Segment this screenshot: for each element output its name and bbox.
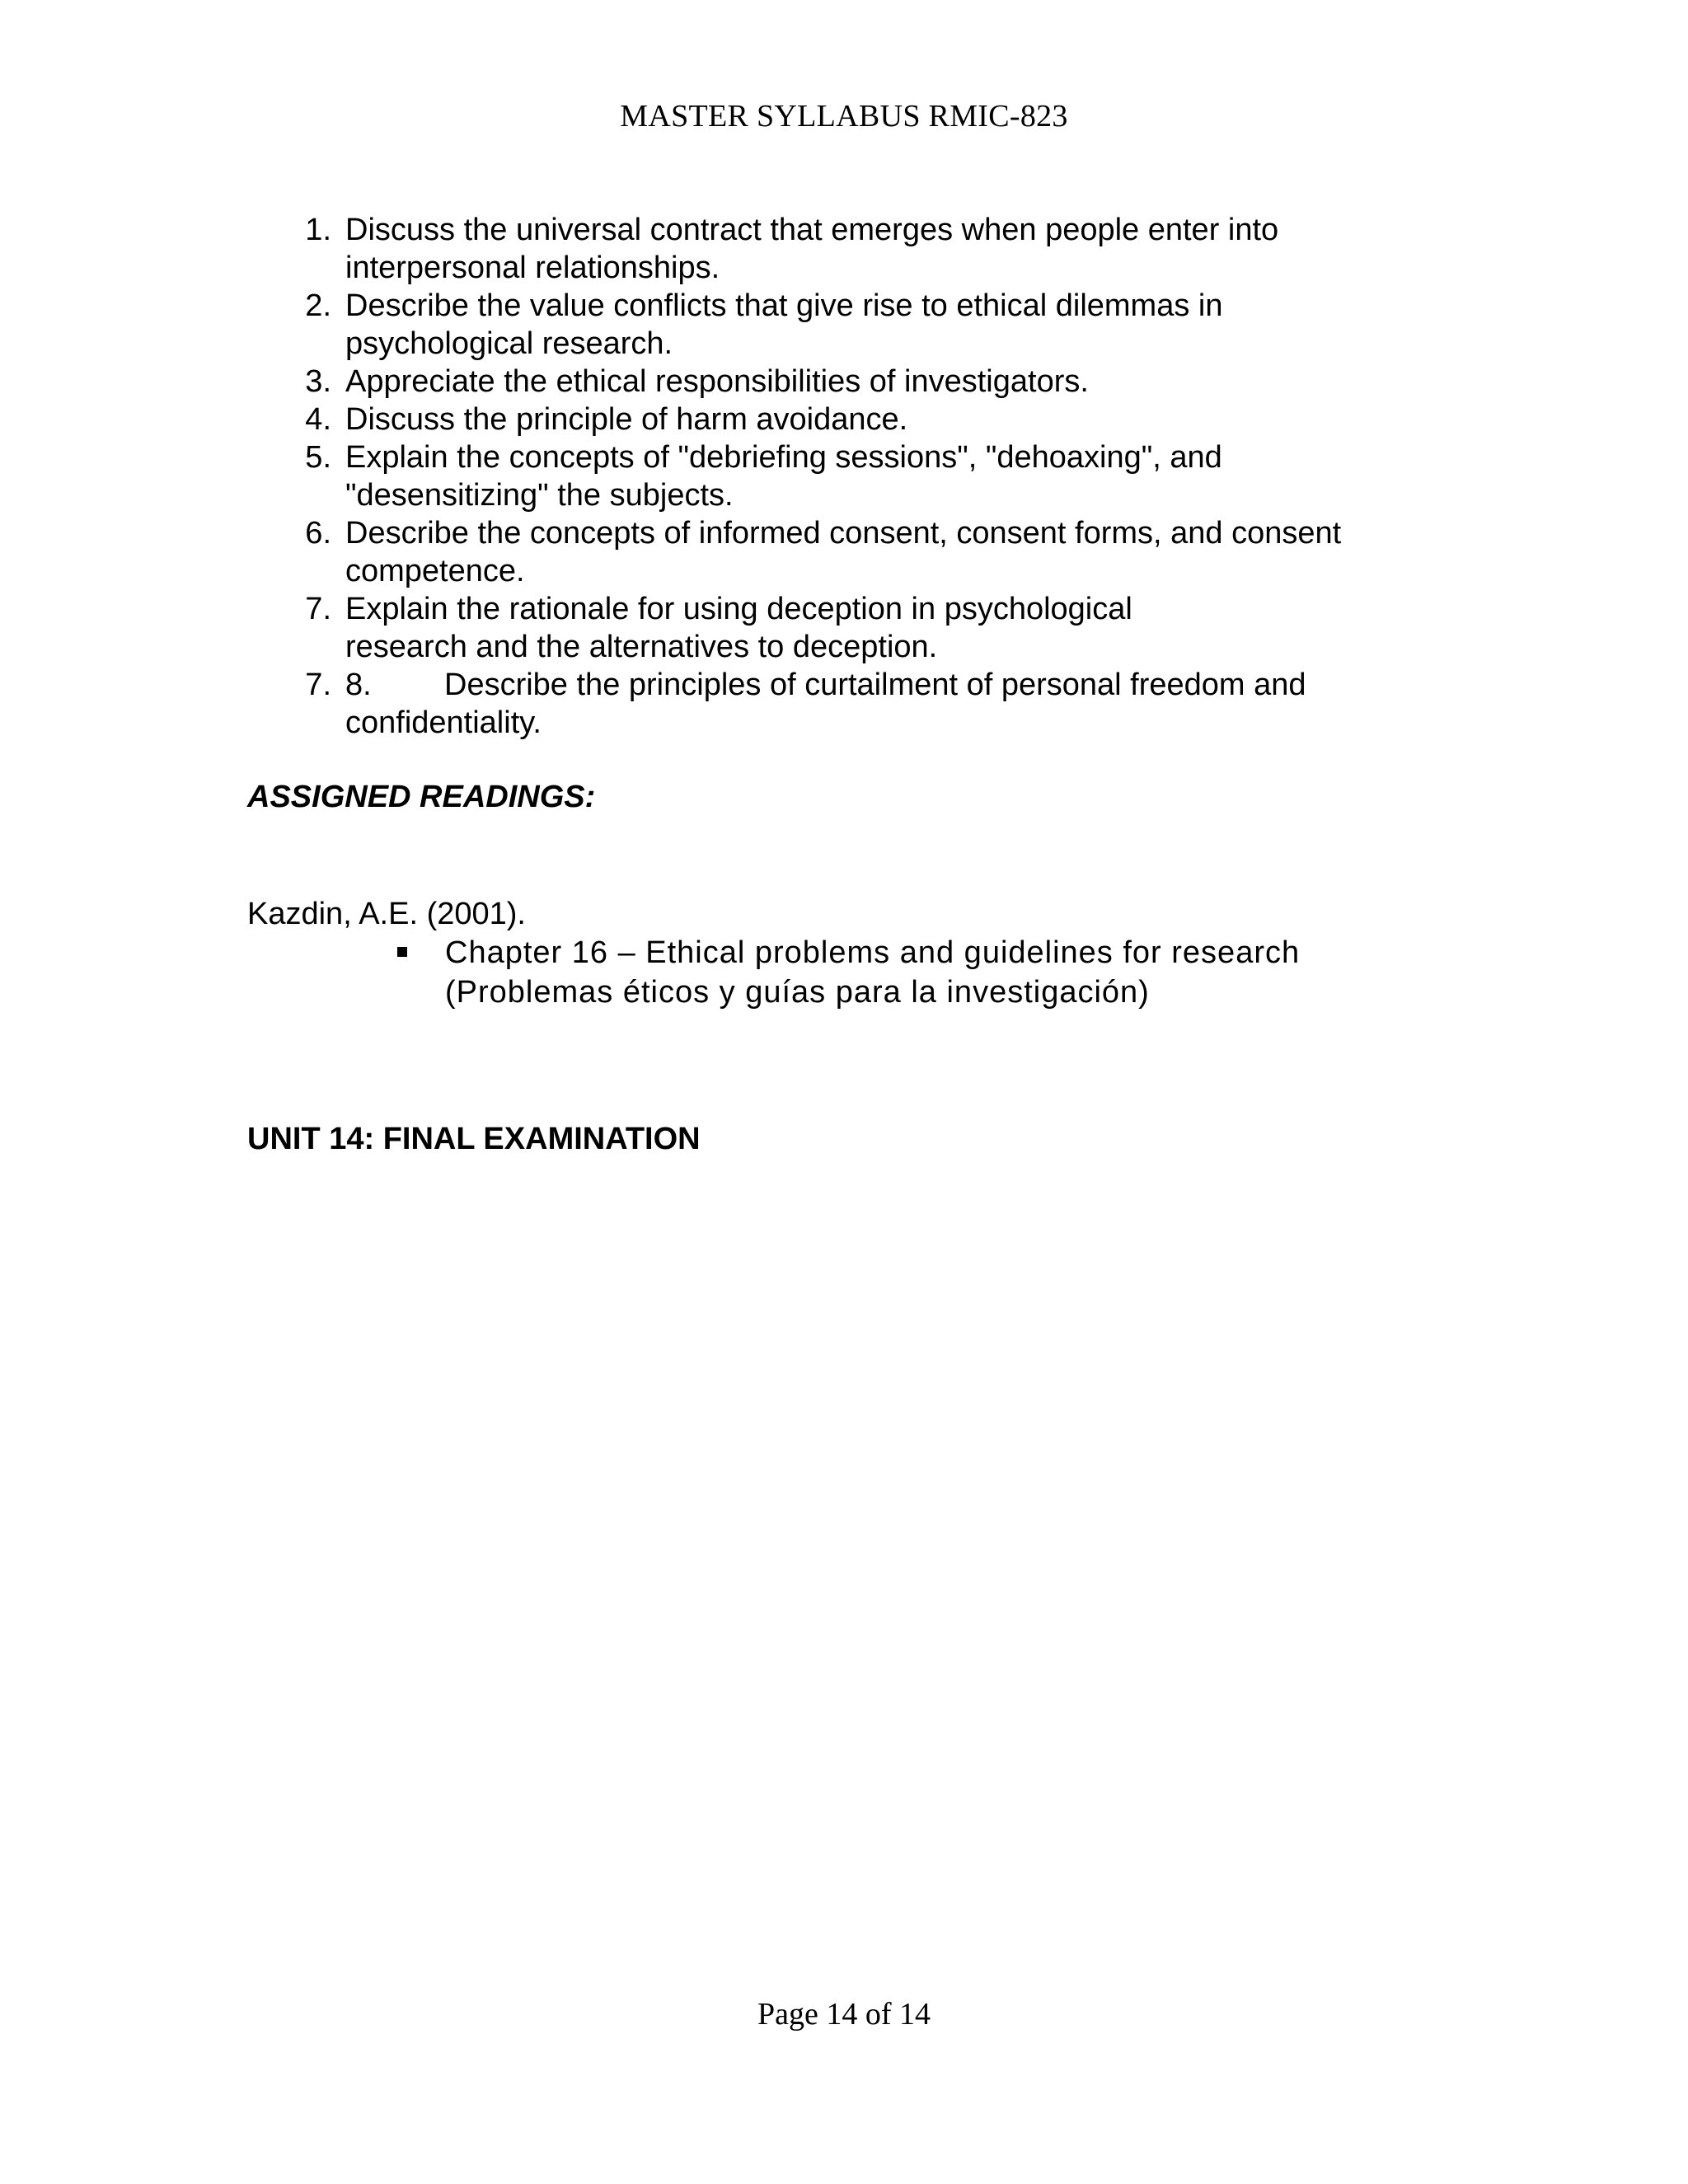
objective-item xyxy=(292,666,1429,742)
objective-number: 5 . xyxy=(292,438,331,476)
objective-number: 6 . xyxy=(292,514,331,552)
objective-number: 3 . xyxy=(292,363,331,401)
objective-number: 7 . xyxy=(292,590,331,628)
objective-text-continued: "desensitizing" the subjects. xyxy=(345,478,734,513)
objective-text-continued: research and the alternatives to deception. xyxy=(345,630,938,664)
objective-text-continued: psychological research. xyxy=(345,326,673,361)
objective-item xyxy=(292,514,1429,590)
page-header: MASTER SYLLABUS RMIC-823 xyxy=(620,99,1068,134)
objective-text: Describe the concepts of informed consent, consent forms, and consent xyxy=(345,516,1342,551)
objective-text-continued: confidentiality. xyxy=(345,705,542,740)
objective-text-continued: interpersonal relationships. xyxy=(345,251,720,285)
objective-sub-number: 8. xyxy=(345,668,372,702)
unit-14-heading: UNIT 14: FINAL EXAMINATION xyxy=(247,1122,701,1156)
objective-item xyxy=(292,363,1429,401)
objective-text: Appreciate the ethical responsibilities of investigators. xyxy=(345,364,1089,399)
objective-text: Explain the concepts of "debriefing sessions", "dehoaxing", and xyxy=(345,440,1222,475)
objective-text-continued: competence. xyxy=(345,554,525,588)
square-bullet-icon xyxy=(397,947,407,957)
objective-text: Describe the value conflicts that give rise to ethical dilemmas in xyxy=(345,288,1223,323)
objectives-list xyxy=(292,211,1429,742)
objective-text: Discuss the principle of harm avoidance. xyxy=(345,402,908,437)
objective-text: Describe the principles of curtailment of personal freedom and xyxy=(444,668,1306,702)
objective-item xyxy=(292,287,1429,363)
assigned-readings-heading: ASSIGNED READINGS: xyxy=(247,780,596,814)
reading-item-translation: (Problemas éticos y guías para la investigación) xyxy=(445,975,1150,1010)
objective-number: 2 . xyxy=(292,287,331,325)
objective-item xyxy=(292,590,1429,666)
reading-list-item xyxy=(394,933,1517,1012)
page-number: Page 14 of 14 xyxy=(757,1997,931,2032)
objective-item xyxy=(292,438,1429,514)
reading-item-title: Chapter 16 – Ethical problems and guidelines for research xyxy=(445,935,1301,970)
objective-number: 4 . xyxy=(292,401,331,438)
objective-text: Explain the rationale for using deception in psychological xyxy=(345,592,1132,626)
objective-number: 7 . xyxy=(292,666,331,704)
objective-text: Discuss the universal contract that emerges when people enter into xyxy=(345,213,1279,247)
objective-number: 1 . xyxy=(292,211,331,249)
objective-item xyxy=(292,401,1429,438)
reading-citation: Kazdin, A.E. (2001). xyxy=(247,897,526,931)
objective-item xyxy=(292,211,1429,287)
